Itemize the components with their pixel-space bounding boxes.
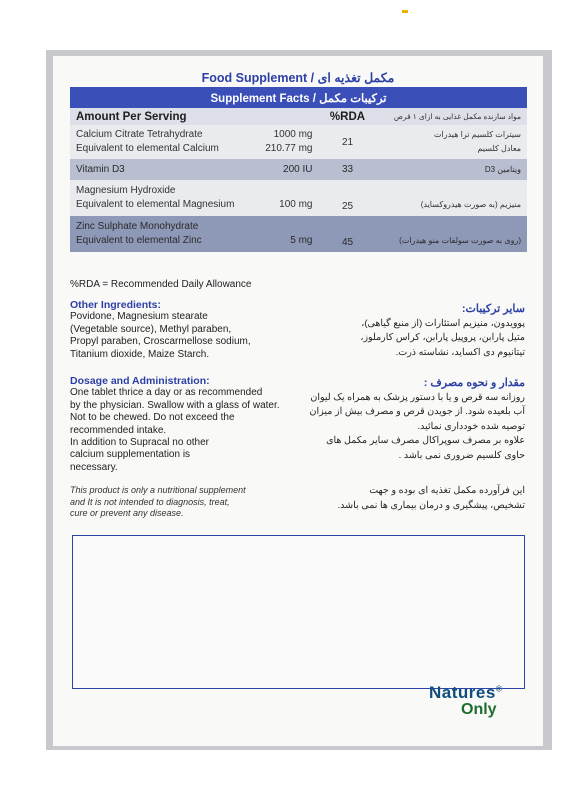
fa-dosage-section [300,376,525,463]
fa-dosage-line: روزانه سه قرص و یا با دستور پزشک به همراه یک لیوان [310,391,525,403]
table-row [70,159,527,180]
other-ingredients-line: Propyl paraben, Croscarmellose sodium, [70,336,251,348]
fa-other-ingredients-section [305,302,525,360]
dosage-line: Not to be chewed. Do not exceed the [70,412,235,424]
ingredient-name-fa: سیترات کلسیم ترا هیدرات [433,130,521,139]
facts-header-row [70,87,527,108]
other-ingredients-section [70,299,310,361]
ingredient-rda: 25 [319,180,377,216]
ingredient-amount: 100 mg [254,180,318,216]
dosage-line: One tablet thrice a day or as recommended [70,387,263,399]
other-ingredients-line: Titanium dioxide, Maize Starch. [70,348,210,360]
fa-disclaimer-section [300,484,525,513]
ingredient-amount: 200 IU [254,159,318,180]
blank-box [72,535,525,689]
disclaimer-line: cure or prevent any disease. [70,508,184,518]
ingredient-amount: 5 mg [254,216,318,252]
ingredient-amount: 1000 mg [273,129,313,140]
brand-tagline: Only [461,701,497,718]
column-header-row [70,108,527,125]
ingredient-name-fa: (روی به صورت سولفات منو هیدرات) [377,216,528,252]
rda-note: %RDA = Recommended Daily Allowance [70,279,252,290]
facts-header: Supplement Facts / ترکیبات مکمل [70,87,527,108]
table-row [70,216,527,252]
dosage-line: recommended intake. [70,424,167,436]
disclaimer-section [70,485,310,520]
disclaimer-line: and It is not intended to diagnosis, treat, [70,496,230,507]
other-ingredients-line: (Vegetable source), Methyl paraben, [70,323,232,335]
table-row [70,125,527,159]
fa-dosage-line: آب بلعیده شود. از جویدن قرص و مصرف بیش از میزان [309,406,525,417]
fa-dosage-line: حاوی کلسیم ضروری نمی باشد . [398,449,525,461]
fa-other-ingredients-line: پوویدون، منیزیم استئارات (از منبع گیاهی)، [361,317,525,329]
disclaimer-line: This product is only a nutritional supplement [70,485,246,495]
ingredient-name: Magnesium Hydroxide [76,185,176,196]
fa-disclaimer-line: این فرآورده مکمل تغذیه ای بوده و جهت [369,485,525,496]
dosage-line: calcium supplementation is [70,449,191,461]
fa-dosage-heading: مقدار و نحوه مصرف : [423,377,525,389]
ingredient-name: Vitamin D3 [70,159,254,180]
ingredient-rda: 45 [319,216,377,252]
table-row [70,180,527,216]
registered-mark: ® [495,684,503,694]
dosage-line: necessary. [70,461,118,473]
other-ingredients-heading: Other Ingredients: [70,299,162,311]
dosage-heading: Dosage and Administration: [70,375,210,387]
dosage-line: In addition to Supracal no other [70,437,209,449]
fa-other-ingredients-line: تیتانیوم دی اکساید، نشاسته ذرت. [395,346,525,358]
supplement-facts-table [70,87,527,252]
fa-disclaimer-line: تشخیص، پیشگیری و درمان بیماری ها نمی باشد. [337,499,525,511]
dosage-section [70,375,320,474]
dosage-line: by the physician. Swallow with a glass of water. [70,399,280,411]
page-title: Food Supplement / مکمل تغذیه ای [201,71,395,85]
amount-per-serving-label: Amount Per Serving [70,108,319,125]
ingredient-rda: 21 [319,125,377,159]
ingredient-rda: 33 [319,159,377,180]
ingredient-name-fa: منیزیم (به صورت هیدروکساید) [377,180,528,216]
brand-logo [429,683,539,719]
fa-dosage-line: توصیه شده خودداری نمائید. [417,420,525,432]
label-panel [53,56,543,746]
ingredient-name-fa: ویتامین D3 [377,159,528,180]
rda-column-label: %RDA [319,108,377,125]
fa-other-ingredients-heading: سایر ترکیبات: [461,303,525,315]
decorative-dot [402,10,408,13]
fa-other-ingredients-line: متیل پارابن، پروپیل پارابن، کراس کارملوز، [360,332,525,343]
fa-column-label: مواد سازنده مکمل غذایی به ازای ۱ قرص [377,108,528,125]
ingredient-equivalent-fa: معادل کلسیم [477,144,521,153]
fa-dosage-line: علاوه بر مصرف سوپراکال مصرف سایر مکمل های [326,435,525,446]
ingredient-equivalent: Equivalent to elemental Magnesium [76,199,235,210]
ingredient-equivalent: Equivalent to elemental Zinc [76,235,202,246]
ingredient-equivalent-amount: 210.77 mg [265,143,313,154]
other-ingredients-line: Povidone, Magnesium stearate [70,311,208,323]
ingredient-name: Zinc Sulphate Monohydrate [76,221,199,232]
brand-name: Natures [429,683,496,702]
ingredient-name: Calcium Citrate Tetrahydrate [76,129,203,140]
ingredient-equivalent: Equivalent to elemental Calcium [76,143,219,154]
